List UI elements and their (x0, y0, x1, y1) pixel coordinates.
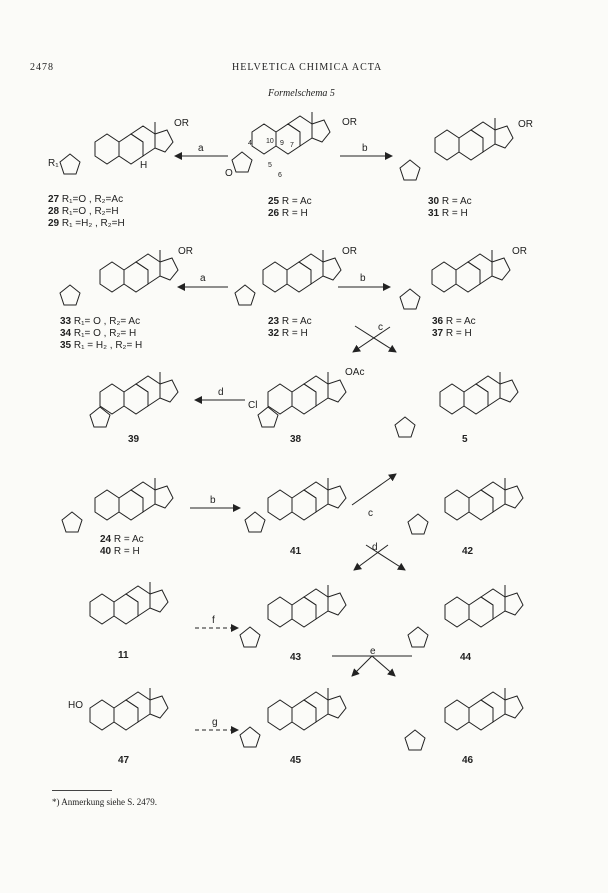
substituent-label: OR (342, 117, 357, 128)
footnote: *) Anmerkung siehe S. 2479. (52, 797, 157, 807)
structure-36 (432, 250, 510, 292)
compound-label: 28 R₁=O , R₂=H (48, 206, 119, 217)
structure-44 (445, 585, 523, 627)
substituent-label: OR (342, 246, 357, 257)
compound-label: 26 R = H (268, 208, 308, 219)
arrow-label-d: d (218, 387, 224, 398)
footnote-rule (52, 790, 112, 791)
structure-42 (445, 478, 523, 520)
compound-label: 11 (118, 650, 129, 661)
structure-47 (90, 688, 168, 730)
structure-38 (268, 372, 346, 414)
arrow-label-c: c (378, 322, 383, 333)
compound-label: 36 R = Ac (432, 316, 476, 327)
compound-label: 41 (290, 546, 302, 557)
structure-23 (263, 250, 341, 292)
compound-label: 24 R = Ac (100, 534, 144, 545)
arrow-label-b: b (210, 495, 216, 506)
compound-label: 34 R₁= O , R₂= H (60, 328, 137, 339)
compound-label: 44 (460, 652, 472, 663)
structure-41 (268, 478, 346, 520)
structure-24 (95, 478, 173, 520)
arrow-label-b: b (360, 273, 366, 284)
substituent-label: R₁ (48, 158, 59, 169)
journal-title: HELVETICA CHIMICA ACTA (232, 62, 383, 73)
page-number: 2478 (30, 62, 54, 73)
structure-43 (268, 585, 346, 627)
compound-label: 5 (462, 434, 468, 445)
structure-30 (435, 118, 513, 160)
compound-label: 37 R = H (432, 328, 472, 339)
substituent-label: OR (518, 119, 533, 130)
arrow-label-a: a (198, 143, 204, 154)
arrow-label-b: b (362, 143, 368, 154)
substituent-label: Cl (248, 400, 258, 411)
arrow-label-g: g (212, 717, 218, 728)
arrow-label-c: c (368, 508, 373, 519)
substituent-label: OR (512, 246, 527, 257)
structure-5 (440, 372, 518, 414)
compound-label: 25 R = Ac (268, 196, 312, 207)
arrow-label-a: a (200, 273, 206, 284)
structure-11 (90, 582, 168, 624)
structure-27 (95, 122, 173, 164)
substituent-label: OR (174, 118, 189, 129)
compound-label: 42 (462, 546, 474, 557)
structure-39 (100, 372, 178, 414)
compound-label: 38 (290, 434, 302, 445)
compound-label: 45 (290, 755, 302, 766)
atom-number: 6 (278, 172, 282, 179)
atom-number: 4 (248, 140, 252, 147)
substituent-label: OAc (345, 367, 365, 378)
compound-label: 40 R = H (100, 546, 140, 557)
compound-label: 33 R₁= O , R₂= Ac (60, 316, 141, 327)
arrow-label-f: f (212, 615, 215, 626)
compound-label: 47 (118, 755, 130, 766)
arrow-label-e: e (370, 646, 376, 657)
compound-label: 32 R = H (268, 328, 308, 339)
arrow-label-d: d (372, 542, 378, 553)
compound-label: 23 R = Ac (268, 316, 312, 327)
atom-number: 9 (280, 140, 284, 147)
substituent-label: OR (178, 246, 193, 257)
structure-33 (100, 250, 178, 292)
atom-number: 5 (268, 162, 272, 169)
structure-45 (268, 688, 346, 730)
compound-label: 31 R = H (428, 208, 468, 219)
atom-number: 10 (266, 138, 274, 145)
compound-label: 46 (462, 755, 474, 766)
structure-46 (445, 688, 523, 730)
atom-number: 7 (290, 142, 294, 149)
compound-label: 39 (128, 434, 140, 445)
compound-label: 43 (290, 652, 302, 663)
compound-label: 29 R₁ =H₂ , R₂=H (48, 218, 125, 229)
substituent-label: H (140, 160, 148, 171)
scheme-title: Formelschema 5 (268, 88, 335, 99)
substituent-label: O (225, 168, 233, 179)
substituent-label: HO (68, 700, 83, 711)
compound-label: 27 R₁=O , R₂=Ac (48, 194, 124, 205)
compound-label: 30 R = Ac (428, 196, 472, 207)
compound-label: 35 R₁ = H₂ , R₂= H (60, 340, 143, 351)
